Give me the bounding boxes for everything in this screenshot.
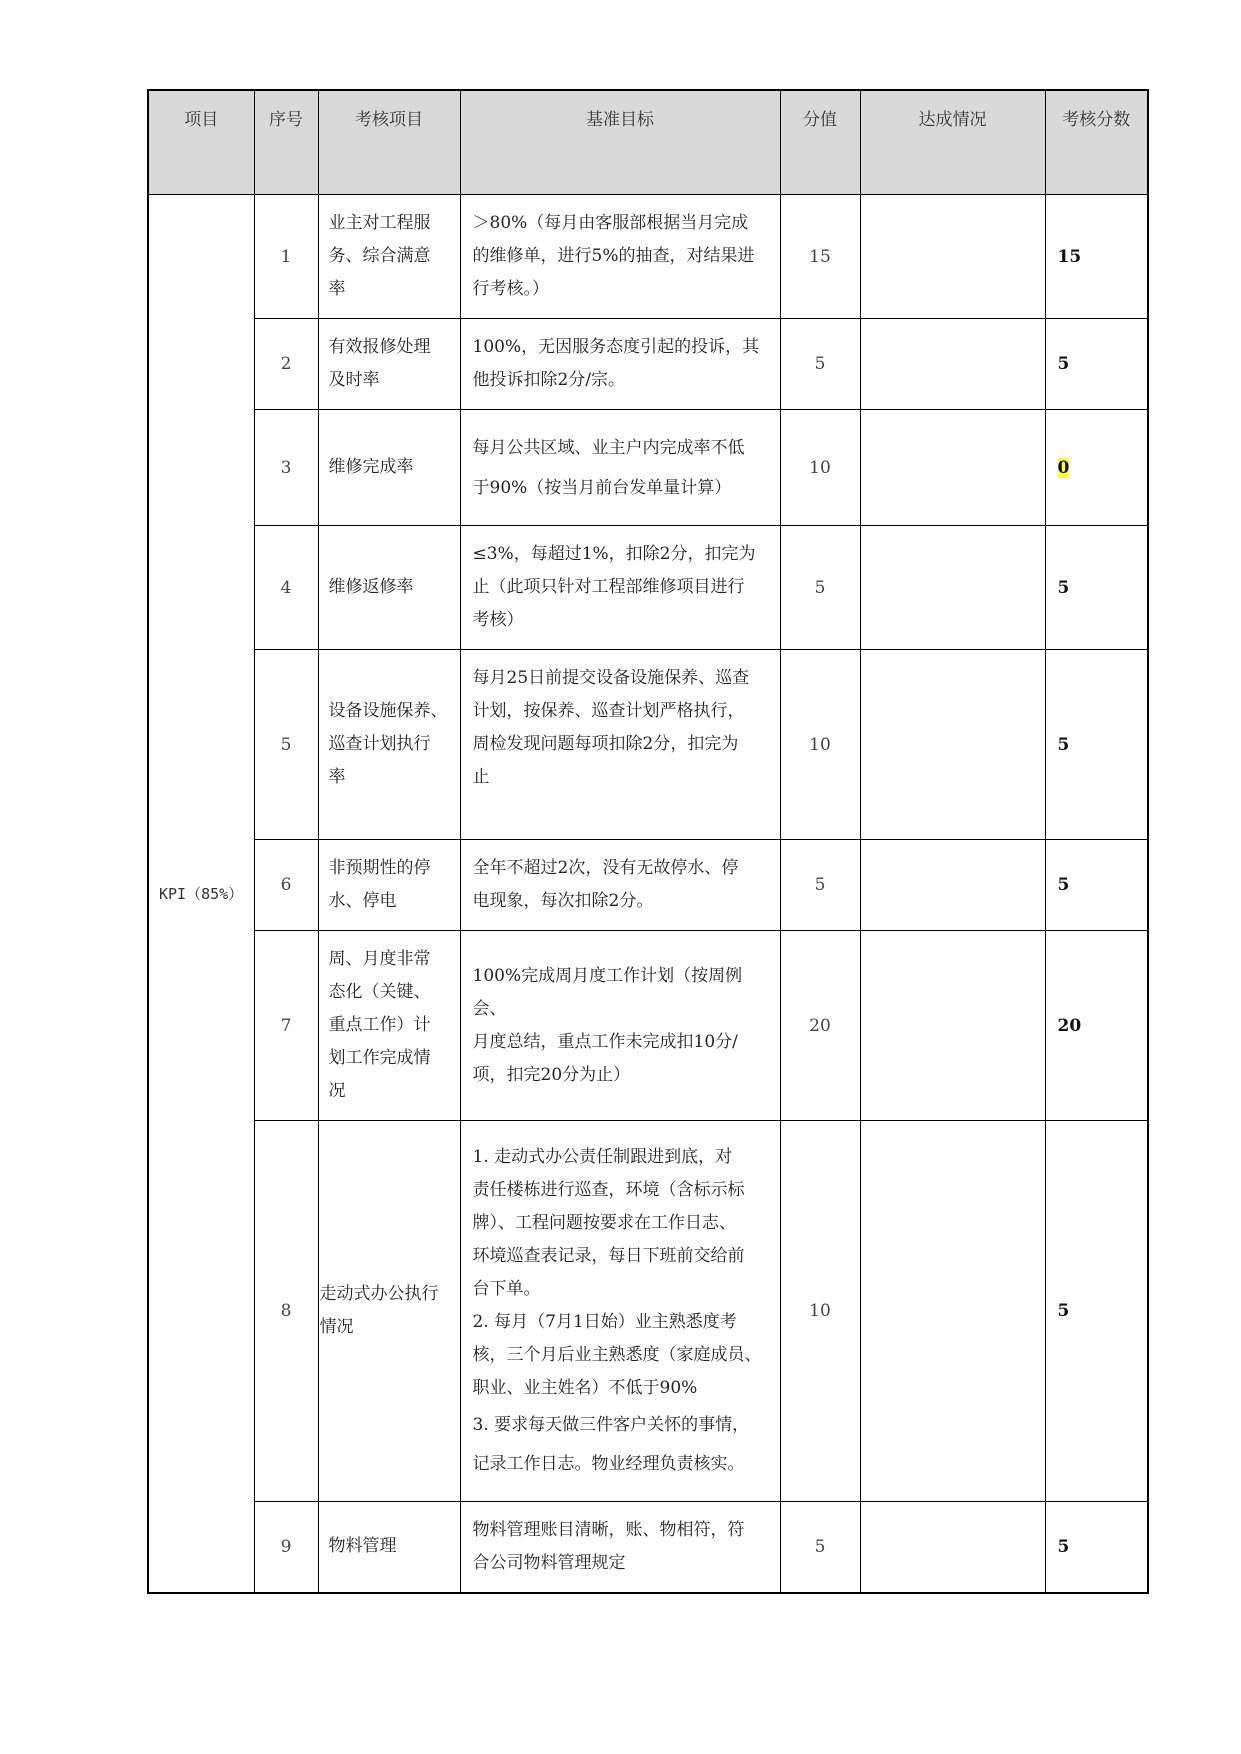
achieved-cell xyxy=(860,526,1045,650)
row-number: 2 xyxy=(254,319,318,410)
item-line: 重点工作）计 xyxy=(328,1015,431,1035)
item-line: 设备设施保养、 xyxy=(328,701,448,721)
header-achieved: 达成情况 xyxy=(860,90,1045,195)
item-line: 水、停电 xyxy=(328,891,397,911)
item-line: 态化（关键、 xyxy=(328,982,431,1002)
item-line: 有效报修处理 xyxy=(328,337,431,357)
table-row xyxy=(148,195,1148,319)
score-cell xyxy=(1045,931,1148,1121)
points-cell: 15 xyxy=(780,195,860,319)
score-value: 5 xyxy=(1057,354,1070,374)
target-line: 台下单。 xyxy=(472,1279,541,1299)
row-number: 8 xyxy=(254,1121,318,1502)
score-cell xyxy=(1045,195,1148,319)
achieved-cell xyxy=(860,1502,1045,1593)
item-line: 维修返修率 xyxy=(328,577,414,597)
item-line: 情况 xyxy=(319,1317,354,1337)
points-cell: 5 xyxy=(780,1502,860,1593)
highlighted-score-value: 0 xyxy=(1057,457,1070,478)
score-cell xyxy=(1045,410,1148,526)
row-number: 3 xyxy=(254,410,318,526)
table-row xyxy=(148,526,1148,650)
item-cell xyxy=(318,410,460,526)
item-line: 务、综合满意 xyxy=(328,246,431,266)
header-score: 考核分数 xyxy=(1045,90,1148,195)
achieved-cell xyxy=(860,840,1045,931)
target-line: 3. 要求每天做三件客户关怀的事情， xyxy=(472,1415,750,1435)
score-cell xyxy=(1045,526,1148,650)
target-line: 的维修单，进行5%的抽查，对结果进 xyxy=(472,246,755,266)
row-number: 5 xyxy=(254,650,318,840)
target-line: 合公司物料管理规定 xyxy=(472,1552,626,1573)
target-line: 他投诉扣除2分/宗。 xyxy=(472,370,626,390)
target-line: 止（此项只针对工程部维修项目进行 xyxy=(472,577,745,597)
item-cell xyxy=(318,195,460,319)
item-line: 非预期性的停 xyxy=(328,858,431,878)
table-row xyxy=(148,1121,1148,1502)
target-line: 牌）、工程问题按要求在工作日志、 xyxy=(472,1213,736,1233)
target-line: 周检发现问题每项扣除2分，扣完为 xyxy=(472,734,739,754)
score-value: 20 xyxy=(1057,1015,1082,1036)
score-value: 5 xyxy=(1057,1536,1070,1557)
target-cell xyxy=(460,410,780,526)
target-line: 100%，无因服务态度引起的投诉，其 xyxy=(472,337,760,357)
item-cell xyxy=(318,840,460,931)
points-cell: 10 xyxy=(780,1121,860,1502)
item-line: 况 xyxy=(328,1081,346,1101)
score-cell xyxy=(1045,840,1148,931)
item-line: 率 xyxy=(328,279,346,299)
row-number: 1 xyxy=(254,195,318,319)
target-line: 职业、业主姓名）不低于90% xyxy=(472,1378,698,1398)
item-line: 物料管理 xyxy=(328,1536,397,1557)
score-value: 5 xyxy=(1057,875,1070,895)
target-line: ＞80%（每月由客服部根据当月完成 xyxy=(472,213,749,233)
target-line: 全年不超过2次，没有无故停水、停 xyxy=(472,858,739,878)
target-line: 记录工作日志。物业经理负责核实。 xyxy=(472,1454,745,1474)
target-line: 于90%（按当月前台发单量计算） xyxy=(472,477,732,498)
item-line: 维修完成率 xyxy=(328,457,414,477)
points-cell: 10 xyxy=(780,650,860,840)
target-line: 月度总结，重点工作未完成扣10分/ xyxy=(472,1031,738,1052)
table-row xyxy=(148,1502,1148,1593)
target-line: 每月公共区域、业主户内完成率不低 xyxy=(472,437,745,458)
target-cell xyxy=(460,526,780,650)
target-cell xyxy=(460,195,780,319)
achieved-cell xyxy=(860,319,1045,410)
achieved-cell xyxy=(860,650,1045,840)
category-cell: KPI（85%） xyxy=(148,195,254,1593)
row-number: 6 xyxy=(254,840,318,931)
score-cell xyxy=(1045,650,1148,840)
header-row xyxy=(148,90,1148,195)
table-row xyxy=(148,319,1148,410)
item-line: 业主对工程服 xyxy=(328,213,431,233)
target-cell xyxy=(460,931,780,1121)
points-cell: 5 xyxy=(780,319,860,410)
kpi-table xyxy=(147,89,1149,1594)
item-cell xyxy=(318,931,460,1121)
table-row xyxy=(148,840,1148,931)
score-cell xyxy=(1045,1502,1148,1593)
points-cell: 5 xyxy=(780,840,860,931)
points-cell: 5 xyxy=(780,526,860,650)
achieved-cell xyxy=(860,410,1045,526)
target-cell xyxy=(460,1121,780,1502)
header-number: 序号 xyxy=(254,90,318,195)
item-line: 走动式办公执行 xyxy=(319,1284,439,1304)
target-line: ≤3%，每超过1%，扣除2分，扣完为 xyxy=(472,544,756,564)
item-cell xyxy=(318,650,460,840)
table-row xyxy=(148,650,1148,840)
target-line: 行考核。） xyxy=(472,279,549,299)
target-line: 核，三个月后业主熟悉度（家庭成员、 xyxy=(472,1345,762,1365)
header-target: 基准目标 xyxy=(460,90,780,195)
target-cell xyxy=(460,319,780,410)
target-line: 环境巡查表记录，每日下班前交给前 xyxy=(472,1246,745,1266)
target-line: 2. 每月（7月1日始）业主熟悉度考 xyxy=(472,1312,737,1332)
table-row xyxy=(148,410,1148,526)
target-line: 1. 走动式办公责任制跟进到底，对 xyxy=(472,1147,733,1167)
row-number: 4 xyxy=(254,526,318,650)
item-line: 巡查计划执行 xyxy=(328,734,431,754)
achieved-cell xyxy=(860,195,1045,319)
target-line: 考核） xyxy=(472,610,524,630)
item-line: 率 xyxy=(328,767,346,787)
points-cell: 20 xyxy=(780,931,860,1121)
item-line: 划工作完成情 xyxy=(328,1048,431,1068)
target-line: 止 xyxy=(472,767,490,787)
score-cell xyxy=(1045,319,1148,410)
item-cell xyxy=(318,1502,460,1593)
target-line: 100%完成周月度工作计划（按周例会、 xyxy=(472,965,743,1019)
item-cell xyxy=(318,526,460,650)
target-cell xyxy=(460,650,780,840)
row-number: 7 xyxy=(254,931,318,1121)
score-value: 15 xyxy=(1057,246,1082,267)
achieved-cell xyxy=(860,931,1045,1121)
item-cell xyxy=(318,319,460,410)
header-points: 分值 xyxy=(780,90,860,195)
item-cell xyxy=(318,1121,460,1502)
target-line: 每月25日前提交设备设施保养、巡查 xyxy=(472,668,750,688)
target-line: 电现象，每次扣除2分。 xyxy=(472,891,654,911)
score-value: 5 xyxy=(1057,577,1070,598)
header-item: 考核项目 xyxy=(318,90,460,195)
points-cell: 10 xyxy=(780,410,860,526)
target-cell xyxy=(460,1502,780,1593)
target-line: 责任楼栋进行巡查，环境（含标示标 xyxy=(472,1180,745,1200)
item-line: 周、月度非常 xyxy=(328,949,431,969)
row-number: 9 xyxy=(254,1502,318,1593)
target-line: 物料管理账目清晰，账、物相符，符 xyxy=(472,1519,745,1540)
score-value: 5 xyxy=(1057,1301,1070,1321)
achieved-cell xyxy=(860,1121,1045,1502)
item-line: 及时率 xyxy=(328,370,380,390)
target-line: 计划，按保养、巡查计划严格执行， xyxy=(472,701,745,721)
header-category: 项目 xyxy=(148,90,254,195)
table-row xyxy=(148,931,1148,1121)
target-cell xyxy=(460,840,780,931)
score-cell xyxy=(1045,1121,1148,1502)
score-value: 5 xyxy=(1057,734,1070,755)
target-line: 项，扣完20分为止） xyxy=(472,1064,631,1085)
